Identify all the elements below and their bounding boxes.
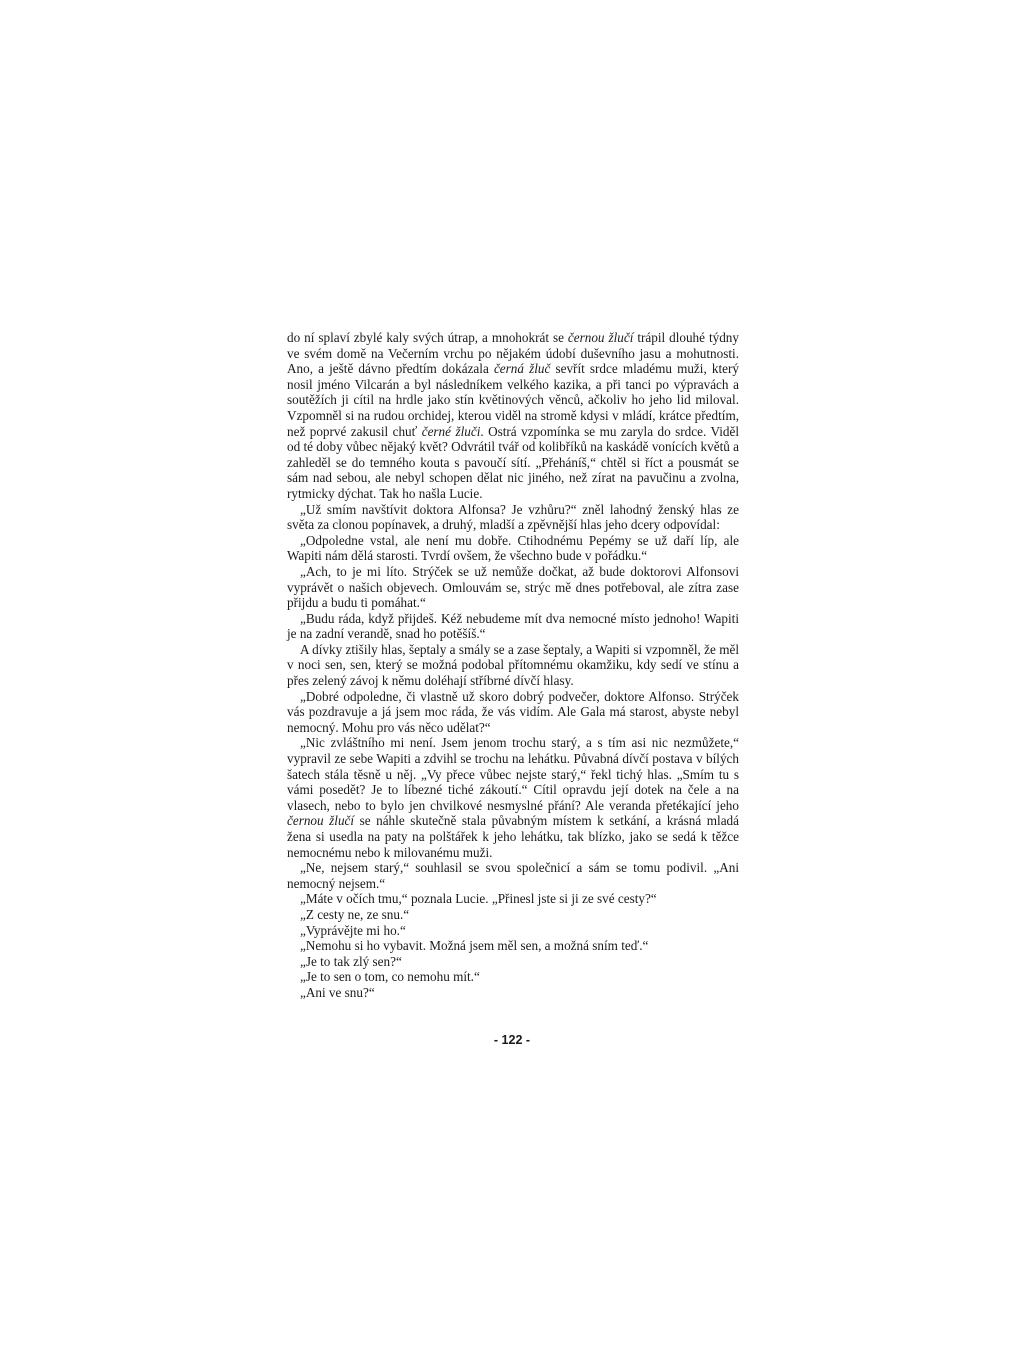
paragraph: „Vyprávějte mi ho.“ bbox=[300, 922, 406, 938]
paragraph: „Odpoledne vstal, ale není mu dobře. Ctihodnému Pepémy se už daří líp, ale Wapiti nám dělá starosti. Tvrdí ovšem, že všechno bude v pořádku.“ bbox=[287, 532, 739, 564]
page-number: - 122 - bbox=[493, 1033, 531, 1047]
paragraph: „Ani ve snu?“ bbox=[300, 984, 375, 1000]
paragraph: „Nemohu si ho vybavit. Možná jsem měl sen, a možná sním teď.“ bbox=[300, 938, 649, 954]
paragraph: „Máte v očích tmu,“ poznala Lucie. „Přinesl jste si ji ze své cesty?“ bbox=[300, 891, 657, 907]
paragraph: „Už smím navštívit doktora Alfonsa? Je vzhůru?“ zněl lahodný ženský hlas ze světa za clonou popínavek, a druhý, mladší a zpěvnější hlas jeho dcery odpovídal: bbox=[287, 501, 739, 533]
paragraph: „Ach, to je mi líto. Strýček se už nemůže dočkat, až bude doktorovi Alfonsovi vyprávět o našich objevech. Omlouvám se, strýc mě dnes potřeboval, ale zítra zase přijdu a budu ti pomáhat.“ bbox=[287, 563, 739, 611]
paragraph: „Ne, nejsem starý,“ souhlasil se svou společnicí a sám se tomu podivil. „Ani nemocný nejsem.“ bbox=[287, 860, 739, 891]
paragraph: „Nic zvláštního mi není. Jsem jenom trochu starý, a s tím asi nic nezmůžete,“ vypravil ze sebe Wapiti a zdvihl se trochu na lehátku. Půvabná dívčí postava v bílých šatech stála těsně u něj. „Vy přece vůbec nejste starý,“ řekl tichý hlas. „Smím tu s vámi posedět? Je to líbezné tiché zákoutí.“ Cítil opravdu její dotek na čele a na vlasech, nebo to bylo jen chvilkové nesmyslné přání? Ale veranda přetékající jeho černou žlučí se náhle skutečně stala půvabným místem k setkání, a krásná mladá žena si usedla na paty na polštářek k jeho lehátku, tak blízko, jako se sedá k těžce nemocnému nebo k milovanému muži. bbox=[287, 735, 739, 860]
paragraph: „Z cesty ne, ze snu.“ bbox=[300, 906, 410, 922]
paragraph: „Dobré odpoledne, či vlastně už skoro dobrý podvečer, doktore Alfonso. Strýček vás pozdravuje a já jsem moc ráda, že vás vidím. Ale Gala má starost, abyste nebyl nemocný. Mohu pro vás něco udělat?“ bbox=[287, 688, 739, 735]
body-text bbox=[287, 330, 739, 1001]
paragraph: A dívky ztišily hlas, šeptaly a smály se a zase šeptaly, a Wapiti si vzpomněl, že měl v noci sen, sen, který se možná podobal přítomnému okamžiku, kdy sedí ve stínu a přes zelený závoj k němu doléhají stříbrné dívčí hlasy. bbox=[287, 641, 739, 689]
paragraph: do ní splaví zbylé kaly svých útrap, a mnohokrát se černou žlučí trápil dlouhé týdny ve svém domě na Večerním vrchu po nějakém údobí duševního jasu a mohutnosti. Ano, a ještě dávno předtím dokázala černá žluč sevřít srdce mladému muži, který nosil jméno Vilcarán a byl následníkem velkého kazika, a při tanci po výpravách a soutěžích ji cítil na hrdle jako stín květinových věnců, ačkoliv ho jeho lid miloval. Vzpomněl si na rudou orchidej, kterou viděl na stromě kdysi v mládí, krátce předtím, než poprvé zakusil chuť černé žluči. Ostrá vzpomínka se mu zaryla do srdce. Viděl od té doby vůbec nějaký květ? Odvrátil tvář od kolibříků na kaskádě vonících květů a zahleděl se do temného kouta s pavoučí sítí. „Přeháníš,“ chtěl si říct a pousmát se sám nad sebou, ale nebyl schopen dělat nic jiného, než zírat na pavučinu a zvolna, rytmicky dýchat. Tak ho našla Lucie. bbox=[287, 330, 739, 501]
paragraph: „Je to sen o tom, co nemohu mít.“ bbox=[300, 969, 480, 985]
paragraph: „Budu ráda, když přijdeš. Kéž nebudeme mít dva nemocné místo jednoho! Wapiti je na zadní verandě, snad ho potěšíš.“ bbox=[287, 610, 739, 642]
paragraph: „Je to tak zlý sen?“ bbox=[300, 953, 402, 969]
